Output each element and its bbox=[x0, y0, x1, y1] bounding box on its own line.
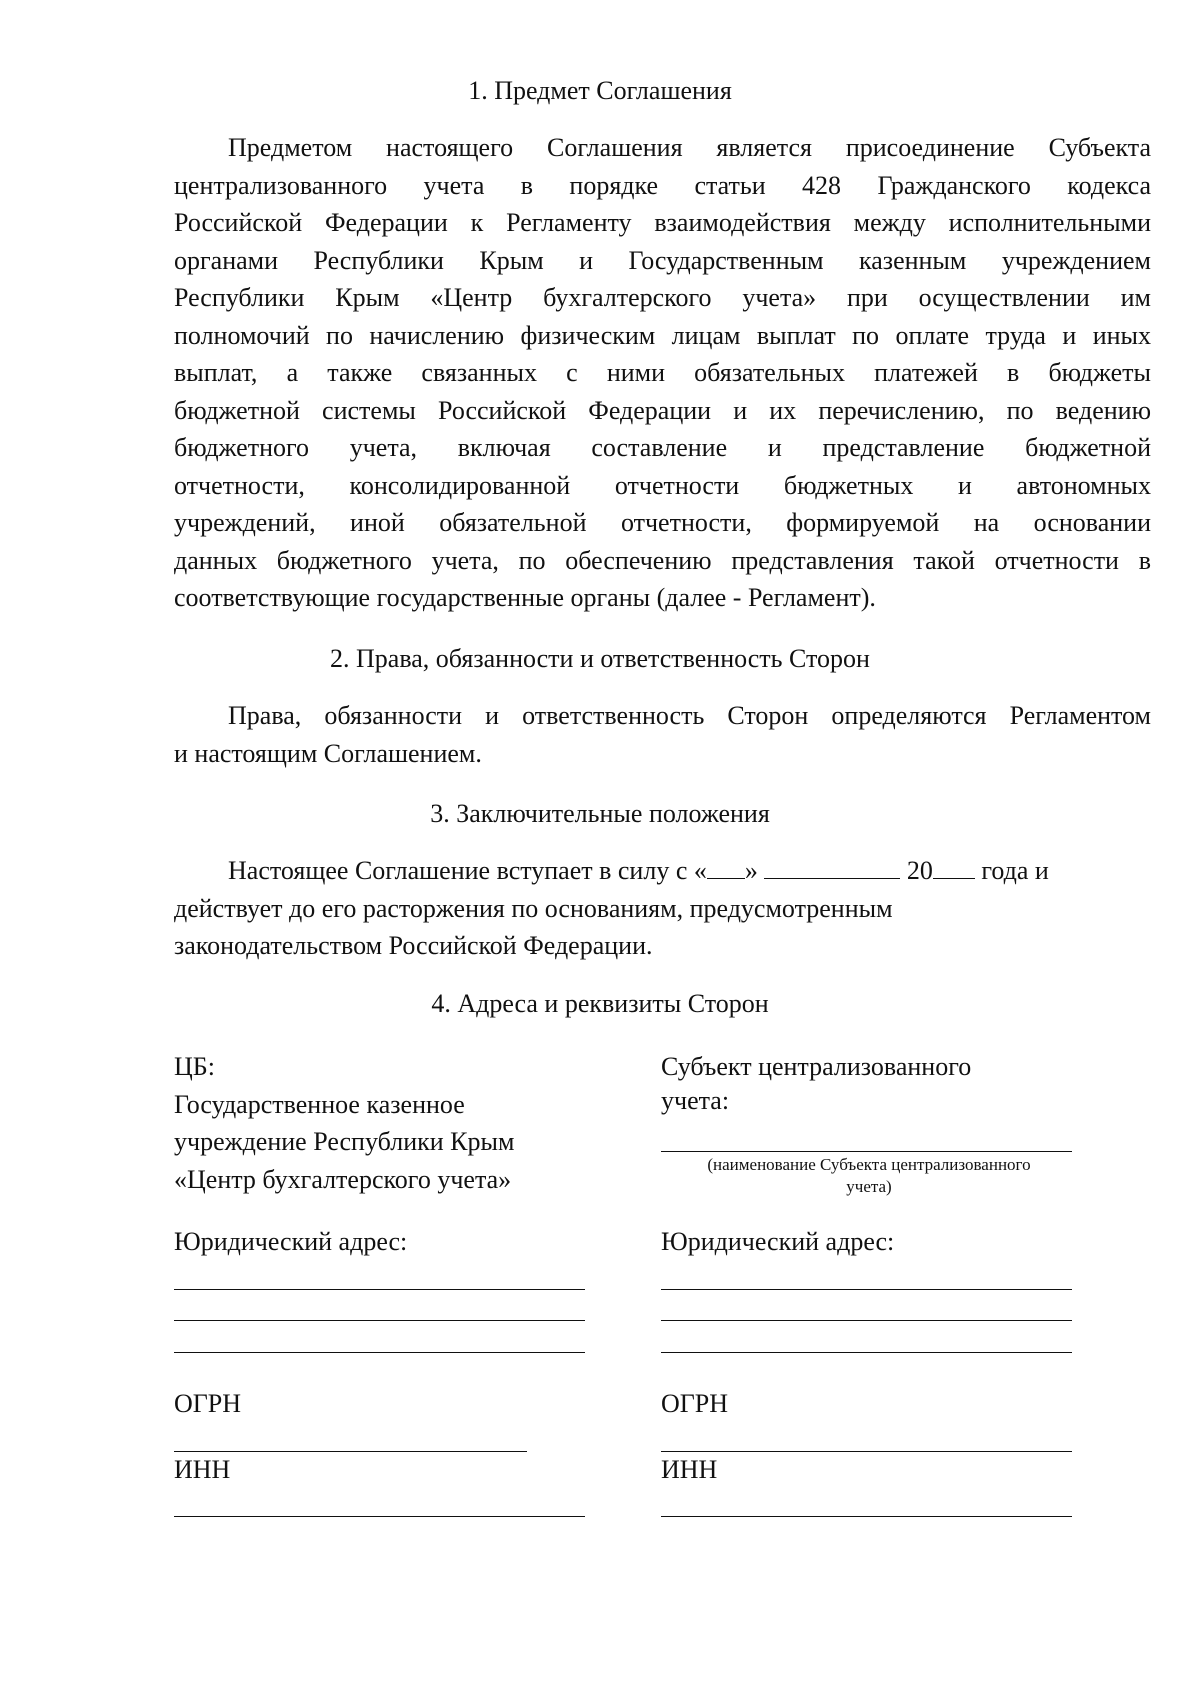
day-blank bbox=[707, 852, 745, 879]
subject-address-blank bbox=[661, 1289, 1072, 1290]
section-1-heading: 1. Предмет Соглашения bbox=[468, 76, 732, 105]
paragraph-line: законодательством Российской Федерации. bbox=[174, 931, 653, 960]
caption-line: (наименование Субъекта централизованного bbox=[707, 1155, 1031, 1174]
subject-inn-blank bbox=[661, 1516, 1072, 1517]
year-prefix: 20 bbox=[906, 856, 933, 885]
subject-label-line: учета: bbox=[661, 1085, 730, 1115]
paragraph-line: Российской Федерации к Регламенту взаимодействия между исполнительными bbox=[174, 208, 1151, 237]
cb-label: ЦБ: bbox=[174, 1052, 215, 1081]
month-blank bbox=[764, 852, 900, 879]
section-1-paragraph bbox=[174, 129, 1151, 617]
paragraph-line: соответствующие государственные органы (далее - Регламент). bbox=[174, 583, 876, 612]
section-4-heading: 4. Адреса и реквизиты Сторон bbox=[431, 989, 769, 1018]
paragraph-line: учреждений, иной обязательной отчетности, формируемой на основании bbox=[174, 508, 1151, 537]
year-blank bbox=[933, 852, 975, 879]
caption-line: учета) bbox=[846, 1177, 892, 1196]
paragraph-line: органами Республики Крым и Государственным казенным учреждением bbox=[174, 245, 1151, 275]
subject-address-blank bbox=[661, 1320, 1072, 1321]
cb-inn-label: ИНН bbox=[174, 1455, 231, 1484]
subject-ogrn-label: ОГРН bbox=[661, 1389, 729, 1418]
cb-address-blank bbox=[174, 1320, 585, 1321]
paragraph-line: бюджетного учета, включая составление и представление бюджетной bbox=[174, 433, 1151, 462]
section-2-heading: 2. Права, обязанности и ответственность Сторон bbox=[330, 644, 870, 673]
paragraph-line: централизованного учета в порядке статьи 428 Гражданского кодекса bbox=[174, 170, 1151, 200]
paragraph-line: данных бюджетного учета, по обеспечению представления такой отчетности в bbox=[174, 545, 1151, 575]
cb-ogrn-blank bbox=[174, 1451, 527, 1452]
paragraph-line: отчетности, консолидированной отчетности бюджетных и автономных bbox=[174, 470, 1151, 500]
subject-label-line: Субъект централизованного bbox=[661, 1052, 972, 1081]
subject-name-blank bbox=[661, 1151, 1072, 1152]
cb-ogrn-label: ОГРН bbox=[174, 1389, 242, 1418]
paragraph-line: и настоящим Соглашением. bbox=[174, 738, 482, 768]
section-3-paragraph bbox=[174, 852, 1151, 965]
subject-inn-label: ИНН bbox=[661, 1455, 718, 1484]
effective-date-text: Настоящее Соглашение вступает в силу с « bbox=[228, 856, 707, 885]
cb-name-line: Государственное казенное bbox=[174, 1089, 465, 1119]
cb-address-label: Юридический адрес: bbox=[174, 1227, 408, 1256]
cb-details-column bbox=[174, 1048, 594, 1198]
cb-name-line: учреждение Республики Крым bbox=[174, 1127, 515, 1156]
subject-address-blank bbox=[661, 1352, 1072, 1353]
paragraph-line: Республики Крым «Центр бухгалтерского учета» при осуществлении им bbox=[174, 283, 1151, 312]
cb-inn-blank bbox=[174, 1516, 585, 1517]
section-2-paragraph bbox=[174, 697, 1151, 772]
paragraph-line: выплат, а также связанных с ними обязательных платежей в бюджеты bbox=[174, 358, 1151, 387]
cb-address-blank bbox=[174, 1289, 585, 1290]
effective-date-line bbox=[174, 852, 1151, 890]
section-3-heading: 3. Заключительные положения bbox=[430, 799, 770, 828]
effective-date-quote: » bbox=[744, 856, 758, 885]
subject-details-column bbox=[661, 1048, 1081, 1119]
paragraph-line: Предметом настоящего Соглашения является присоединение Субъекта bbox=[228, 133, 1151, 162]
cb-address-blank bbox=[174, 1352, 585, 1353]
subject-ogrn-blank bbox=[661, 1451, 1072, 1452]
paragraph-line: полномочий по начислению физическим лицам выплат по оплате труда и иных bbox=[174, 320, 1151, 350]
subject-address-label: Юридический адрес: bbox=[661, 1227, 895, 1256]
paragraph-line: Права, обязанности и ответственность Сторон определяются Регламентом bbox=[228, 701, 1151, 730]
year-suffix: года и bbox=[981, 856, 1049, 885]
paragraph-line: бюджетной системы Российской Федерации и их перечислению, по ведению bbox=[174, 395, 1151, 425]
paragraph-line: действует до его расторжения по основаниям, предусмотренным bbox=[174, 893, 893, 923]
subject-name-caption bbox=[664, 1154, 1074, 1198]
cb-name-line: «Центр бухгалтерского учета» bbox=[174, 1164, 512, 1194]
